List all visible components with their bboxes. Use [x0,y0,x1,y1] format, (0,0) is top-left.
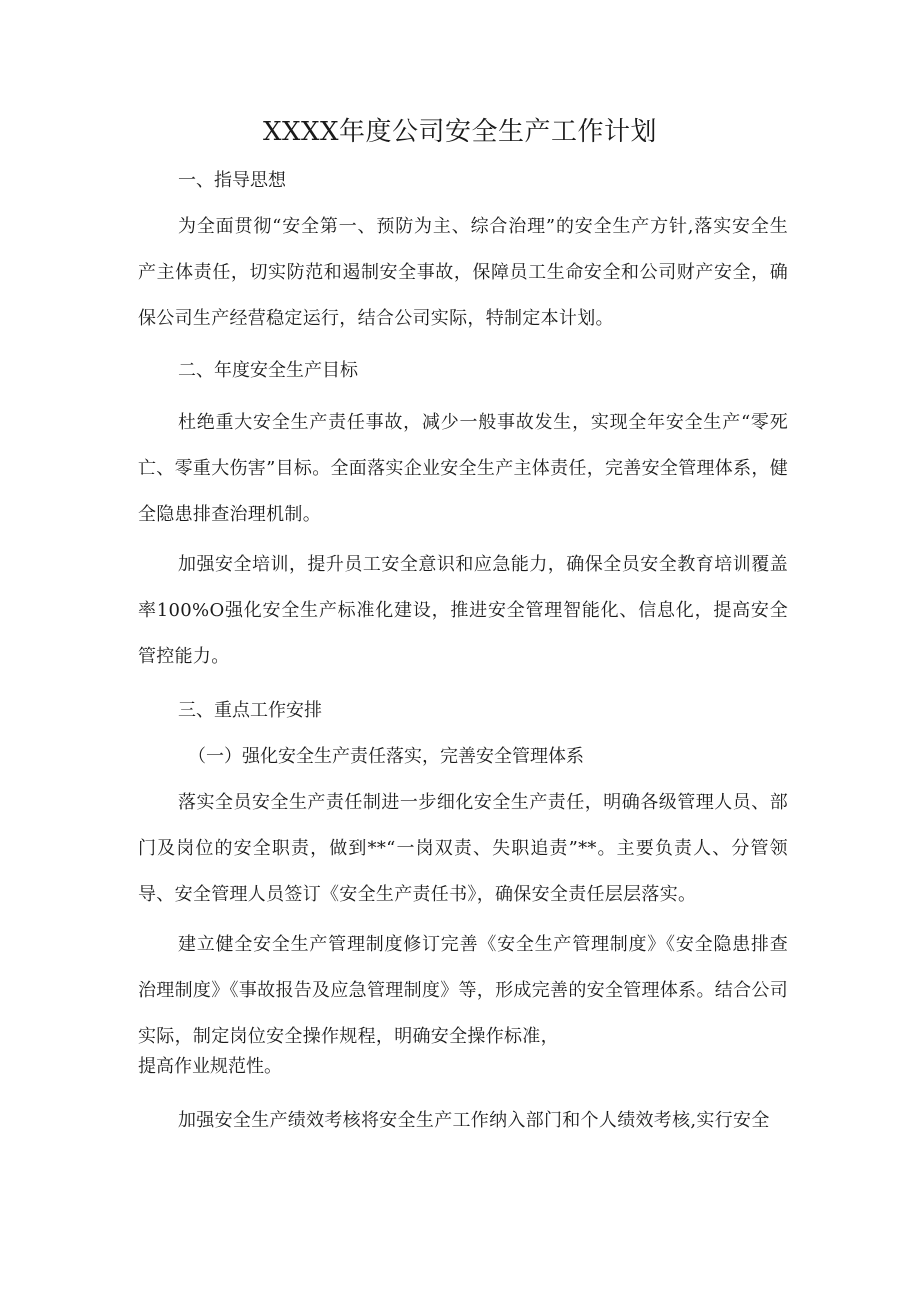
paragraph-guiding-ideology: 为全面贯彻“安全第一、预防为主、综合治理”的安全生产方针,落实安全生产主体责任，切实防范和遏制安全事故，保障员工生命安全和公司财产安全，确保公司生产经营稳定运行，结合公司实际，特制定本计划。 [138,216,788,329]
section-heading-annual-goals: 二、年度安全生产目标 [178,360,358,381]
paragraph-responsibility-system: 落实全员安全生产责任制进一步细化安全生产责任，明确各级管理人员、部门及岗位的安全职责，做到**“一岗双责、失职追责”**。主要负责人、分管领导、安全管理人员签订《安全生产责任书》，确保安全责任层层落实。 [138,792,788,905]
paragraph-performance-assessment: 加强安全生产绩效考核将安全生产工作纳入部门和个人绩效考核,实行安全 [178,1110,770,1131]
paragraph-annual-goals-2: 加强安全培训，提升员工安全意识和应急能力，确保全员安全教育培训覆盖率100%O强化安全生产标准化建设，推进安全管理智能化、信息化，提高安全管控能力。 [138,554,788,667]
document-title: XXXX年度公司安全生产工作计划 [262,117,658,147]
section-heading-guiding-ideology: 一、指导思想 [178,170,286,191]
paragraph-management-rules: 建立健全安全生产管理制度修订完善《安全生产管理制度》《安全隐患排查治理制度》《事故报告及应急管理制度》等，形成完善的安全管理体系。结合公司实际，制定岗位安全操作规程，明确安全操作标准， [138,934,788,1047]
subsection-heading-responsibility: （一）强化安全生产责任落实，完善安全管理体系 [188,746,584,767]
paragraph-management-rules-tail: 提高作业规范性。 [138,1056,282,1077]
section-heading-key-work: 三、重点工作安排 [178,700,322,721]
paragraph-annual-goals-1: 杜绝重大安全生产责任事故，减少一般事故发生，实现全年安全生产“零死亡、零重大伤害”目标。全面落实企业安全生产主体责任，完善安全管理体系，健全隐患排查治理机制。 [138,412,788,525]
